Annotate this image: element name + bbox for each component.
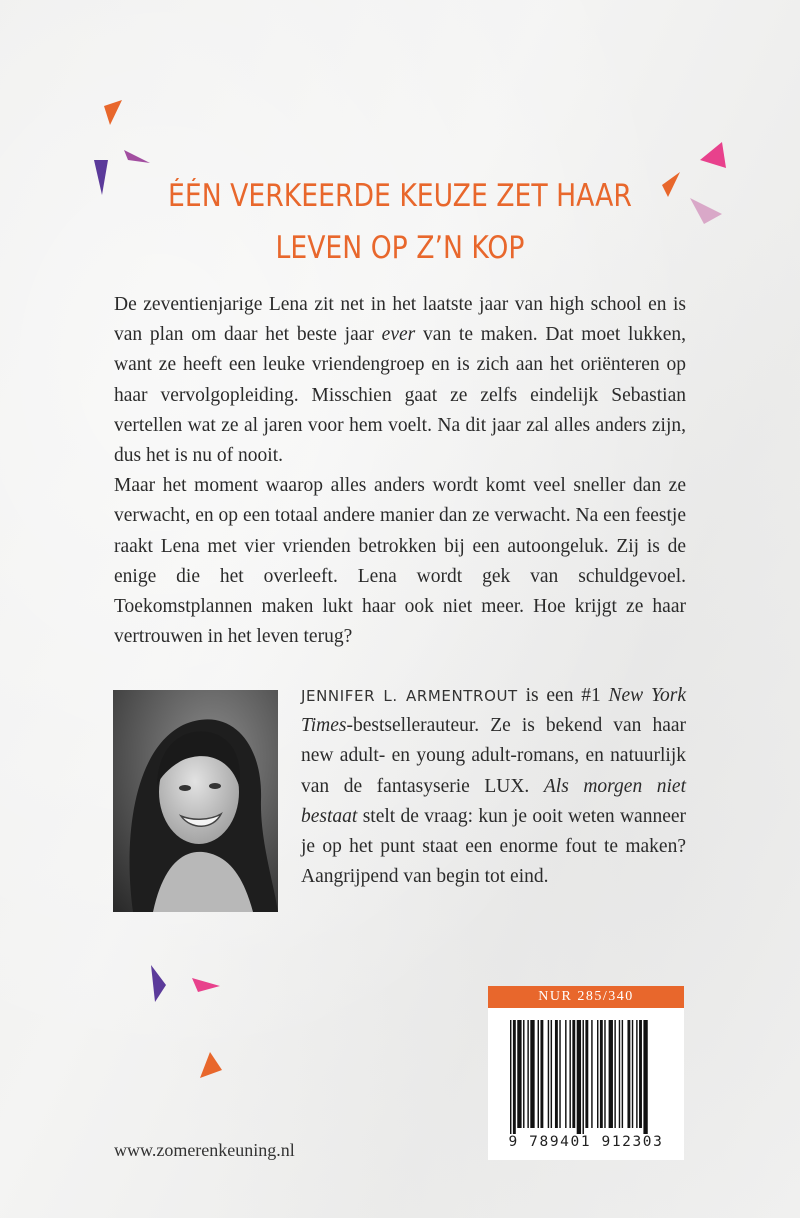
confetti-triangle-icon [124, 150, 150, 163]
barcode-bar [636, 1020, 637, 1128]
confetti-triangle-icon [94, 160, 108, 195]
barcode-bar [555, 1020, 558, 1128]
barcode-bar [551, 1020, 552, 1128]
confetti-triangle-icon [700, 142, 726, 168]
author-photo [113, 690, 278, 912]
barcode-bar [639, 1020, 642, 1128]
bio-emphasis: New York Times [301, 685, 687, 737]
synopsis-text: De zeventienjarige Lena zit net in het laatste jaar van high school en is van plan om daar het beste jaar [114, 294, 686, 346]
barcode-bar [627, 1020, 630, 1128]
synopsis [114, 290, 686, 652]
barcode-bar [569, 1020, 570, 1128]
bio-text: -bestsellerauteur. Ze is bekend van haar new adult- en young adult-romans, en natuurlijk van de fantasyserie LUX. [301, 715, 686, 797]
barcode-bar [614, 1020, 615, 1128]
barcode-bar [609, 1020, 613, 1128]
barcode-bar [513, 1020, 516, 1134]
bio-text: is een #1 [517, 685, 609, 706]
nur-code-label: NUR 285/340 [488, 986, 684, 1008]
confetti-triangle-icon [192, 978, 220, 992]
barcode-bar [583, 1020, 584, 1134]
synopsis-emphasis: ever [381, 324, 416, 346]
bio-text: stelt de vraag: kun je ooit weten wanneer je op het punt staat een enorme fout te maken? Aangrijpend van begin tot eind. [301, 805, 686, 888]
barcode-bar [597, 1020, 598, 1128]
headline [142, 170, 658, 274]
barcode-bar [632, 1020, 633, 1128]
barcode-bar [643, 1020, 647, 1134]
confetti-triangle-icon [200, 1052, 222, 1078]
synopsis-paragraph-1 [114, 290, 686, 471]
barcode-bar [559, 1020, 560, 1128]
isbn-digits: 9 789401 912303 [508, 1134, 664, 1150]
barcode-bar [600, 1020, 603, 1128]
barcode-bar [540, 1020, 543, 1128]
barcode-bar [622, 1020, 623, 1128]
barcode [488, 1008, 684, 1160]
barcode-bar [538, 1020, 539, 1128]
barcode-bar [565, 1020, 566, 1128]
author-name: JENNIFER L. ARMENTROUT [301, 687, 518, 705]
barcode-bar [530, 1020, 534, 1128]
author-bio [301, 681, 686, 892]
headline-line-2: LEVEN OP Z’N KOP [275, 230, 525, 266]
publisher-website[interactable]: www.zomerenkeuning.nl [114, 1140, 295, 1160]
barcode-bar [517, 1020, 521, 1128]
confetti-triangle-icon [690, 198, 722, 224]
barcode-icon [488, 1008, 684, 1138]
barcode-bar [523, 1020, 524, 1128]
barcode-bar [604, 1020, 605, 1128]
barcode-bar [577, 1020, 581, 1134]
barcode-bar [510, 1020, 511, 1134]
barcode-bar [619, 1020, 620, 1128]
barcode-bar [548, 1020, 549, 1128]
synopsis-paragraph-2: Maar het moment waarop alles anders wordt komt veel sneller dan ze verwacht, en op een totaal andere manier dan ze verwacht. Na een feestje raakt Lena met vier vrienden betrokken bij een autoongeluk. Zij is de enige die het overleeft. Lena wordt gek van schuldgevoel. Toekomstplannen maken lukt haar ook niet meer. Hoe krijgt ze haar vertrouwen in het leven terug? [114, 475, 686, 648]
confetti-triangle-icon [104, 100, 122, 125]
synopsis-text: van te maken. Dat moet lukken, want ze heeft een leuke vriendengroep en is zich aan het oriënteren op haar vervolgopleiding. Misschien gaat ze zelfs eindelijk Sebastian vertellen wat ze al jaren voor hem voelt. Na dit jaar zal alles anders zijn, dus het is nu of nooit. [114, 324, 686, 467]
headline-line-1: ÉÉN VERKEERDE KEUZE ZET HAAR [168, 178, 632, 214]
barcode-bar [585, 1020, 588, 1128]
confetti-triangle-icon [662, 172, 680, 197]
barcode-bar [527, 1020, 528, 1128]
barcode-bar [572, 1020, 575, 1128]
barcode-bar [591, 1020, 592, 1128]
confetti-triangle-icon [151, 965, 166, 1002]
author-portrait-icon [113, 690, 278, 912]
book-title: Als morgen niet bestaat [301, 775, 687, 827]
